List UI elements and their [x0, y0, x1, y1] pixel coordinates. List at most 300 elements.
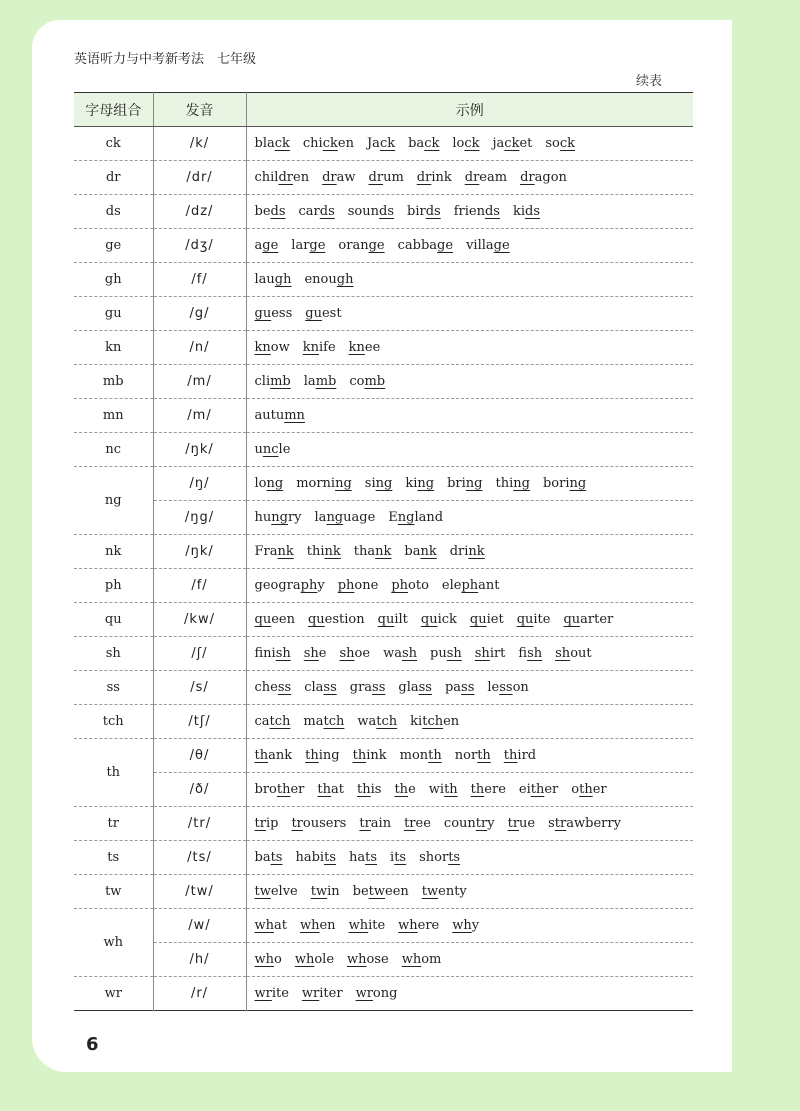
- word-suffix: ick: [437, 612, 457, 627]
- word-highlight: tr: [554, 816, 567, 831]
- word-prefix: Ja: [366, 136, 380, 151]
- word-highlight: sh: [303, 646, 319, 661]
- word-prefix: coun: [443, 816, 476, 831]
- word-highlight: ng: [326, 510, 344, 525]
- word-highlight: wh: [347, 952, 367, 967]
- word-suffix: en: [293, 170, 310, 185]
- word-prefix: ki: [405, 476, 418, 491]
- example-word: [398, 238, 453, 253]
- word-highlight: ng: [266, 476, 284, 491]
- example-words: [246, 569, 693, 603]
- word-highlight: th: [317, 782, 332, 797]
- example-words: [246, 535, 693, 569]
- word-prefix: so: [545, 136, 560, 151]
- letter-combination: gh: [74, 263, 153, 297]
- letter-combination: ts: [74, 841, 153, 875]
- pronunciation: /m/: [153, 365, 246, 399]
- word-suffix: irt: [489, 646, 506, 661]
- word-prefix: ba: [408, 136, 425, 151]
- table-row: [74, 875, 693, 909]
- word-prefix: la: [303, 374, 316, 389]
- example-word: [255, 884, 298, 899]
- word-suffix: een: [271, 612, 295, 627]
- word-highlight: nk: [324, 544, 341, 559]
- letter-combination: ge: [74, 229, 153, 263]
- example-word: [430, 646, 462, 661]
- example-word: [454, 204, 500, 219]
- word-highlight: dr: [368, 170, 384, 185]
- word-highlight: ge: [309, 238, 326, 253]
- word-highlight: gh: [274, 272, 292, 287]
- word-highlight: ng: [513, 476, 530, 491]
- example-words: [246, 773, 693, 807]
- word-highlight: th: [579, 782, 593, 797]
- example-word: [304, 374, 337, 389]
- word-highlight: qu: [469, 612, 487, 627]
- example-word: [404, 816, 431, 831]
- example-word: [508, 816, 536, 831]
- word-prefix: ele: [441, 578, 462, 593]
- table-row: [74, 467, 693, 501]
- pronunciation: /g/: [153, 297, 246, 331]
- word-highlight: ck: [464, 136, 480, 151]
- word-suffix: ole: [314, 952, 335, 967]
- example-words: [246, 603, 693, 637]
- example-word: [357, 782, 381, 797]
- pronunciation: /tr/: [153, 807, 246, 841]
- word-prefix: frien: [453, 204, 485, 219]
- pronunciation: /m/: [153, 399, 246, 433]
- example-word: [300, 918, 336, 933]
- word-suffix: ow: [270, 340, 290, 355]
- word-suffix: is: [370, 782, 382, 797]
- word-prefix: s: [548, 816, 555, 831]
- word-highlight: th: [394, 782, 409, 797]
- example-words: [246, 467, 693, 501]
- word-highlight: tr: [291, 816, 303, 831]
- word-suffix: ite: [368, 918, 386, 933]
- header-letter-combination: 字母组合: [74, 93, 153, 127]
- word-suffix: oto: [408, 578, 429, 593]
- word-highlight: tw: [310, 884, 328, 899]
- word-suffix: uage: [343, 510, 376, 525]
- word-suffix: en: [337, 136, 354, 151]
- example-word: [255, 476, 284, 491]
- word-highlight: nk: [277, 544, 294, 559]
- word-prefix: chil: [254, 170, 279, 185]
- pronunciation: /θ/: [153, 739, 246, 773]
- example-word: [255, 850, 283, 865]
- word-prefix: bro: [254, 782, 277, 797]
- example-word: [442, 578, 500, 593]
- word-suffix: ain: [370, 816, 392, 831]
- table-row: [74, 671, 693, 705]
- word-highlight: mb: [364, 374, 386, 389]
- word-suffix: agon: [534, 170, 567, 185]
- word-highlight: ts: [324, 850, 336, 865]
- example-word: [305, 306, 341, 321]
- pronunciation: /r/: [153, 977, 246, 1011]
- example-word: [255, 510, 302, 525]
- letter-combination: ss: [74, 671, 153, 705]
- word-suffix: ose: [366, 952, 389, 967]
- pronunciation: /ts/: [153, 841, 246, 875]
- word-prefix: ba: [254, 850, 271, 865]
- example-word: [513, 204, 540, 219]
- letter-combination: kn: [74, 331, 153, 365]
- example-word: [369, 170, 404, 185]
- pronunciation: /ŋk/: [153, 535, 246, 569]
- letter-combination: tr: [74, 807, 153, 841]
- word-highlight: mb: [270, 374, 291, 389]
- example-words: [246, 399, 693, 433]
- word-prefix: lo: [452, 136, 465, 151]
- example-word: [255, 952, 282, 967]
- word-suffix: y: [471, 918, 480, 933]
- word-prefix: autu: [254, 408, 285, 423]
- table-row: [74, 603, 693, 637]
- word-suffix: en: [443, 714, 460, 729]
- word-highlight: nk: [468, 544, 485, 559]
- word-highlight: ng: [375, 476, 393, 491]
- example-word: [291, 816, 346, 831]
- example-word: [563, 612, 613, 627]
- example-word: [255, 306, 293, 321]
- word-highlight: ds: [525, 204, 541, 219]
- word-suffix: ife: [318, 340, 336, 355]
- example-word: [255, 578, 325, 593]
- letter-combination: wh: [74, 909, 153, 977]
- example-word: [308, 612, 365, 627]
- example-word: [317, 782, 344, 797]
- word-prefix: wi: [428, 782, 445, 797]
- pronunciation: /tw/: [153, 875, 246, 909]
- running-head: 英语听力与中考新考法 七年级: [74, 52, 257, 67]
- example-words: [246, 875, 693, 909]
- example-word: [255, 680, 292, 695]
- word-highlight: wr: [355, 986, 373, 1001]
- example-word: [255, 442, 291, 457]
- example-word: [471, 782, 506, 797]
- word-prefix: oran: [338, 238, 369, 253]
- word-highlight: ds: [319, 204, 335, 219]
- table-row: [74, 433, 693, 467]
- word-highlight: mb: [315, 374, 337, 389]
- word-highlight: tch: [269, 714, 291, 729]
- word-suffix: land: [414, 510, 444, 525]
- pronunciation: /ŋ/: [153, 467, 246, 501]
- example-word: [304, 680, 337, 695]
- word-prefix: che: [254, 680, 278, 695]
- table-row: [74, 501, 693, 535]
- example-word: [338, 238, 384, 253]
- table-row: [74, 773, 693, 807]
- word-highlight: sh: [339, 646, 355, 661]
- example-word: [452, 918, 479, 933]
- word-highlight: sh: [555, 646, 571, 661]
- example-words: [246, 943, 693, 977]
- word-highlight: sh: [474, 646, 490, 661]
- word-prefix: le: [487, 680, 500, 695]
- word-highlight: ds: [484, 204, 500, 219]
- pronunciation: /ŋk/: [153, 433, 246, 467]
- example-word: [447, 476, 482, 491]
- word-highlight: ge: [368, 238, 385, 253]
- letter-combination: ck: [74, 127, 153, 161]
- word-prefix: lau: [254, 272, 275, 287]
- word-highlight: th: [470, 782, 485, 797]
- word-suffix: um: [383, 170, 404, 185]
- example-word: [303, 340, 336, 355]
- word-highlight: qu: [516, 612, 534, 627]
- pronunciation: /ʃ/: [153, 637, 246, 671]
- example-word: [466, 238, 510, 253]
- example-word: [255, 646, 291, 661]
- example-word: [571, 782, 606, 797]
- word-highlight: ss: [277, 680, 292, 695]
- word-highlight: ge: [262, 238, 279, 253]
- example-word: [299, 204, 335, 219]
- example-word: [295, 952, 334, 967]
- word-highlight: tch: [376, 714, 398, 729]
- word-prefix: o: [571, 782, 580, 797]
- word-highlight: nk: [375, 544, 392, 559]
- word-suffix: ink: [366, 748, 387, 763]
- example-word: [400, 748, 442, 763]
- letter-combination: tch: [74, 705, 153, 739]
- example-word: [255, 408, 305, 423]
- example-word: [408, 136, 439, 151]
- table-header-row: [74, 93, 693, 127]
- word-prefix: villa: [466, 238, 494, 253]
- word-highlight: dr: [464, 170, 480, 185]
- word-suffix: ere: [417, 918, 440, 933]
- example-words: [246, 229, 693, 263]
- example-word: [493, 136, 533, 151]
- word-highlight: ds: [379, 204, 395, 219]
- example-word: [349, 918, 386, 933]
- word-highlight: tr: [475, 816, 488, 831]
- header-examples: 示例: [246, 93, 693, 127]
- pronunciation: /kw/: [153, 603, 246, 637]
- word-highlight: ge: [437, 238, 454, 253]
- example-word: [255, 782, 305, 797]
- pronunciation: /dʒ/: [153, 229, 246, 263]
- word-prefix: enou: [304, 272, 337, 287]
- example-word: [405, 476, 434, 491]
- example-word: [555, 646, 591, 661]
- example-word: [444, 816, 495, 831]
- example-word: [422, 884, 467, 899]
- table-row: [74, 127, 693, 161]
- letter-combination: nc: [74, 433, 153, 467]
- word-highlight: qu: [307, 612, 325, 627]
- table-row: [74, 331, 693, 365]
- example-word: [356, 986, 398, 1001]
- table-row: [74, 399, 693, 433]
- word-prefix: car: [298, 204, 320, 219]
- word-prefix: wa: [357, 714, 377, 729]
- word-prefix: fini: [254, 646, 276, 661]
- example-words: [246, 807, 693, 841]
- word-suffix: e: [408, 782, 416, 797]
- word-highlight: ts: [365, 850, 378, 865]
- example-word: [255, 170, 310, 185]
- word-prefix: chi: [302, 136, 323, 151]
- pronunciation: /tʃ/: [153, 705, 246, 739]
- word-prefix: lo: [254, 476, 267, 491]
- word-prefix: bori: [542, 476, 570, 491]
- example-word: [470, 612, 504, 627]
- word-suffix: ousers: [302, 816, 347, 831]
- word-prefix: be: [254, 204, 271, 219]
- letter-combination: qu: [74, 603, 153, 637]
- example-words: [246, 263, 693, 297]
- word-suffix: out: [570, 646, 592, 661]
- example-word: [388, 510, 443, 525]
- example-word: [520, 170, 567, 185]
- word-prefix: habi: [295, 850, 325, 865]
- example-word: [255, 340, 290, 355]
- word-prefix: ki: [410, 714, 423, 729]
- example-words: [246, 365, 693, 399]
- word-suffix: om: [421, 952, 442, 967]
- letter-combination: dr: [74, 161, 153, 195]
- example-word: [311, 884, 340, 899]
- word-highlight: wh: [254, 918, 274, 933]
- word-prefix: shor: [419, 850, 449, 865]
- word-highlight: ck: [559, 136, 576, 151]
- table-row: [74, 841, 693, 875]
- example-word: [349, 340, 381, 355]
- word-prefix: u: [254, 442, 263, 457]
- example-word: [398, 680, 432, 695]
- example-word: [255, 544, 294, 559]
- word-suffix: e: [318, 646, 327, 661]
- word-prefix: soun: [347, 204, 380, 219]
- letter-combination: gu: [74, 297, 153, 331]
- word-highlight: tr: [359, 816, 371, 831]
- word-highlight: sh: [446, 646, 462, 661]
- word-suffix: een: [385, 884, 409, 899]
- table-row: [74, 365, 693, 399]
- example-word: [398, 918, 439, 933]
- word-highlight: tr: [254, 816, 266, 831]
- table-row: [74, 807, 693, 841]
- word-highlight: ck: [379, 136, 396, 151]
- word-highlight: kn: [348, 340, 365, 355]
- word-highlight: dr: [520, 170, 535, 185]
- word-prefix: a: [254, 238, 263, 253]
- table-row: [74, 229, 693, 263]
- word-highlight: tch: [422, 714, 444, 729]
- phonics-table: [74, 92, 693, 1011]
- word-prefix: ei: [518, 782, 531, 797]
- word-highlight: ss: [372, 680, 386, 695]
- word-suffix: ee: [364, 340, 381, 355]
- example-word: [255, 816, 279, 831]
- letter-combination: mb: [74, 365, 153, 399]
- word-highlight: th: [503, 748, 518, 763]
- word-highlight: wh: [452, 918, 472, 933]
- word-suffix: o: [274, 952, 282, 967]
- example-words: [246, 977, 693, 1011]
- word-suffix: er: [544, 782, 559, 797]
- example-word: [419, 850, 460, 865]
- example-words: [246, 195, 693, 229]
- pronunciation: /f/: [153, 263, 246, 297]
- page-number: 6: [86, 1034, 99, 1055]
- example-word: [353, 748, 387, 763]
- word-highlight: kn: [254, 340, 271, 355]
- table-row: [74, 195, 693, 229]
- word-prefix: mon: [399, 748, 429, 763]
- word-highlight: wh: [401, 952, 422, 967]
- word-suffix: est: [321, 306, 342, 321]
- example-word: [394, 782, 415, 797]
- word-suffix: enty: [438, 884, 467, 899]
- word-highlight: qu: [420, 612, 438, 627]
- word-suffix: in: [327, 884, 340, 899]
- example-word: [404, 544, 436, 559]
- word-prefix: be: [352, 884, 369, 899]
- word-suffix: ue: [519, 816, 536, 831]
- example-word: [543, 476, 586, 491]
- table-row: [74, 739, 693, 773]
- word-suffix: er: [290, 782, 305, 797]
- word-highlight: ts: [394, 850, 407, 865]
- example-word: [357, 714, 397, 729]
- table-row: [74, 569, 693, 603]
- word-highlight: ng: [465, 476, 483, 491]
- word-highlight: tw: [254, 884, 271, 899]
- word-prefix: co: [349, 374, 365, 389]
- pronunciation: /dr/: [153, 161, 246, 195]
- word-highlight: wh: [348, 918, 369, 933]
- example-words: [246, 331, 693, 365]
- word-highlight: wh: [294, 952, 315, 967]
- word-suffix: eam: [479, 170, 508, 185]
- word-prefix: geogra: [254, 578, 301, 593]
- example-word: [295, 850, 336, 865]
- word-highlight: tw: [421, 884, 439, 899]
- pronunciation: /dz/: [153, 195, 246, 229]
- letter-combination: nk: [74, 535, 153, 569]
- example-word: [347, 952, 389, 967]
- word-highlight: ng: [417, 476, 435, 491]
- word-suffix: ant: [478, 578, 500, 593]
- pronunciation: /n/: [153, 331, 246, 365]
- word-highlight: gu: [305, 306, 322, 321]
- example-words: [246, 433, 693, 467]
- table-row: [74, 161, 693, 195]
- word-highlight: gu: [254, 306, 272, 321]
- word-highlight: ck: [504, 136, 520, 151]
- letter-combination: wr: [74, 977, 153, 1011]
- example-word: [353, 884, 409, 899]
- word-prefix: gla: [398, 680, 419, 695]
- example-word: [359, 816, 391, 831]
- letter-combination: mn: [74, 399, 153, 433]
- example-word: [255, 748, 293, 763]
- word-highlight: ge: [493, 238, 510, 253]
- word-highlight: wh: [398, 918, 418, 933]
- example-word: [417, 170, 452, 185]
- example-word: [255, 204, 286, 219]
- word-prefix: morni: [296, 476, 336, 491]
- word-highlight: gh: [336, 272, 354, 287]
- word-highlight: ng: [397, 510, 415, 525]
